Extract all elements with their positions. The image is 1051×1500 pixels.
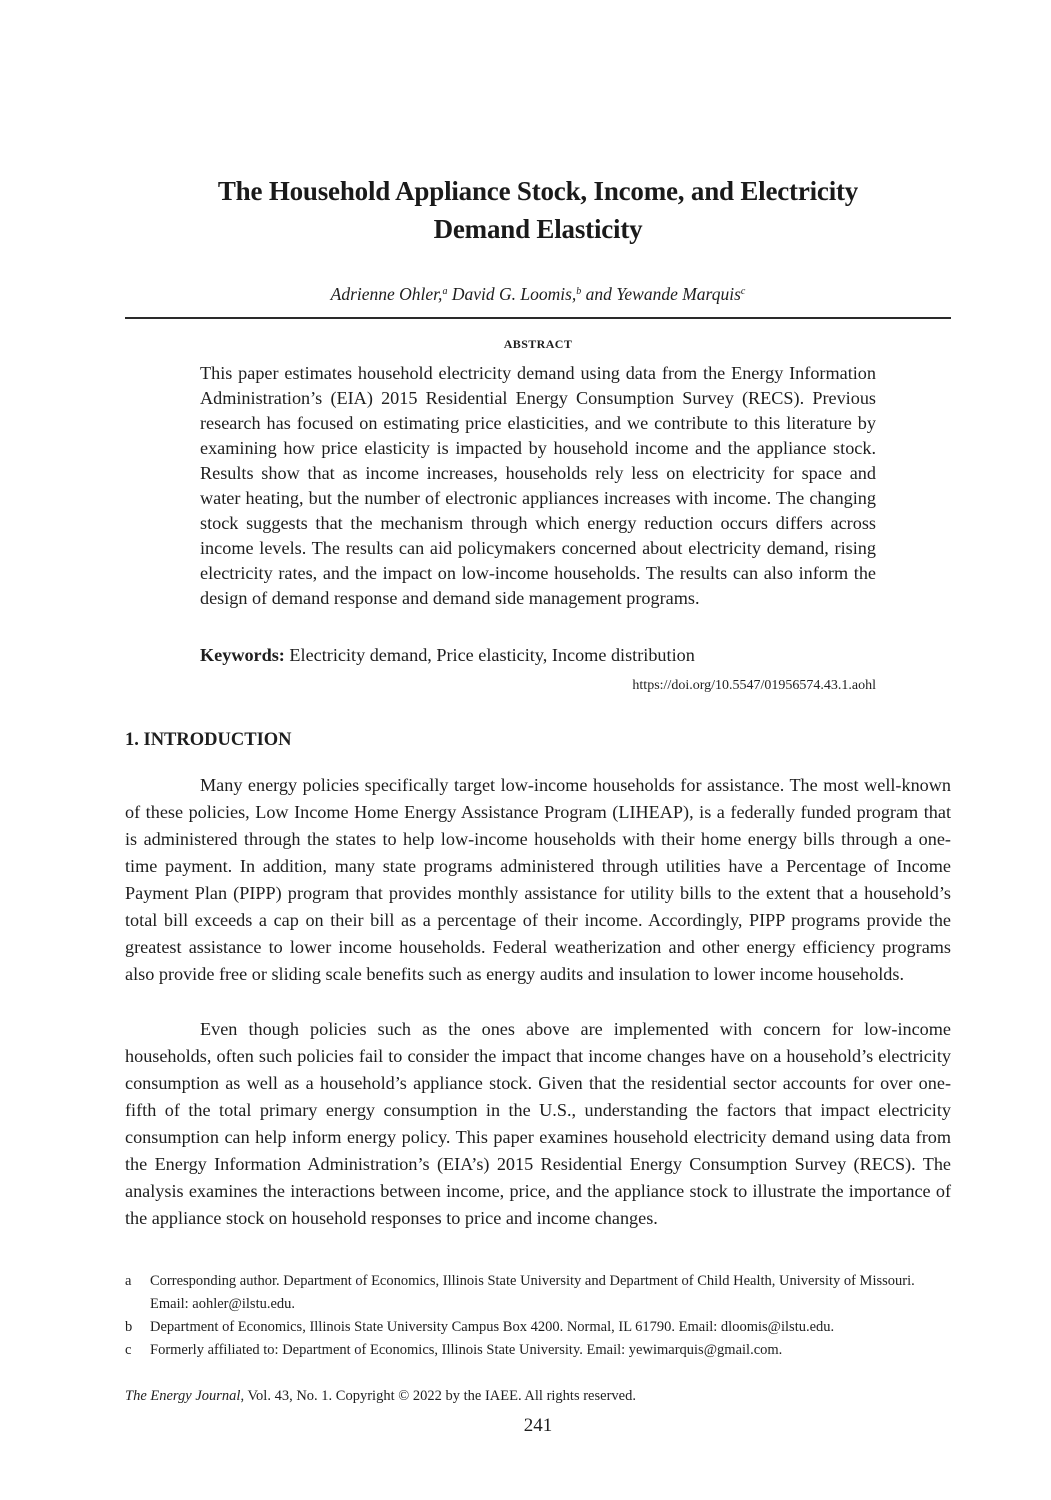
footnote-b (125, 1316, 951, 1339)
author-list (125, 283, 951, 305)
affiliation-mark: c (740, 286, 746, 297)
footnote-mark: c (125, 1342, 132, 1358)
footnote-text: Corresponding author. Department of Economics, Illinois State University and Department of Child Health, University of Missouri. Email: aohler@ilstu.edu. (150, 1273, 915, 1312)
affiliation-mark: a (442, 286, 448, 297)
journal-name: The Energy Journal (125, 1388, 241, 1404)
footnote-mark: a (125, 1273, 132, 1289)
title-line-1: The Household Appliance Stock, Income, and Electricity (217, 176, 859, 206)
intro-paragraph-1 (125, 772, 951, 988)
paragraph-text: Even though policies such as the ones above are implemented with concern for low-income households, often such policies fail to consider the impact that income changes have on a household’s electricity consumption as well as a household’s appliance stock. Given that the residential sector accounts for over one-fifth of the total primary energy consumption in the U.S., understanding the factors that impact electricity consumption can help inform energy policy. This paper examines household electricity demand using data from the Energy Information Administration’s (EIA’s) 2015 Residential Energy Consumption Survey (RECS). The analysis examines the interactions between income, price, and the appliance stock to illustrate the importance of the appliance stock on household responses to price and income changes. (125, 1019, 951, 1228)
paper-title (125, 172, 951, 248)
footnote-text: Department of Economics, Illinois State University Campus Box 4200. Normal, IL 61790. Email: dloomis@ilstu.edu. (150, 1319, 835, 1335)
journal-copyright: , Vol. 43, No. 1. Copyright © 2022 by the IAEE. All rights reserved. (240, 1388, 636, 1404)
paragraph-text: Many energy policies specifically target low-income households for assistance. The most well-known of these policies, Low Income Home Energy Assistance Program (LIHEAP), is a federally funded program that is administered through the states to help low-income households with their home energy bills through a one-time payment. In addition, many state programs administered through utilities have a Percentage of Income Payment Plan (PIPP) program that provides monthly assistance for utility bills to the extent that a household’s total bill exceeds a cap on their bill as a percentage of their income. Accordingly, PIPP programs provide the greatest assistance to lower income households. Federal weatherization and other energy efficiency programs also provide free or sliding scale benefits such as energy audits and insulation to lower income households. (125, 775, 951, 984)
page-number: 241 (523, 1415, 553, 1436)
author-name: Adrienne Ohler, (330, 284, 443, 304)
keywords-line (200, 643, 876, 668)
footnote-mark: b (125, 1319, 133, 1335)
section-heading-introduction: 1. INTRODUCTION (125, 730, 292, 750)
footnote-text: Formerly affiliated to: Department of Economics, Illinois State University. Email: yewimarquis@gmail.com. (150, 1342, 783, 1358)
intro-paragraph-2 (125, 1016, 951, 1232)
title-line-2: Demand Elasticity (433, 214, 643, 244)
journal-citation (125, 1386, 636, 1406)
doi-link[interactable]: https://doi.org/10.5547/01956574.43.1.aohl (632, 678, 876, 693)
author-name: Yewande Marquis (616, 284, 741, 304)
header-divider (125, 317, 951, 319)
footnotes (125, 1270, 951, 1362)
author-name: David G. Loomis, (451, 284, 577, 304)
keywords-label: Keywords: (200, 645, 285, 665)
author-connector: and (585, 284, 612, 304)
footnote-a (125, 1270, 951, 1316)
affiliation-mark: b (576, 286, 582, 297)
abstract-heading: ABSTRACT (503, 337, 573, 351)
footnote-c (125, 1339, 951, 1362)
keywords-list: Electricity demand, Price elasticity, Income distribution (289, 645, 695, 665)
abstract-text: This paper estimates household electricity demand using data from the Energy Information Administration’s (EIA) 2015 Residential Energy Consumption Survey (RECS). Previous research has focused on estimating price elasticities, and we contribute to this literature by examining how price elasticity is impacted by household income and the appliance stock. Results show that as income increases, households rely less on electricity for space and water heating, but the number of electronic appliances increases with income. The changing stock suggests that the mechanism through which energy reduction occurs differs across income levels. The results can aid policymakers concerned about electricity demand, rising electricity rates, and the impact on low-income households. The results can also inform the design of demand response and demand side management programs. (200, 363, 876, 608)
